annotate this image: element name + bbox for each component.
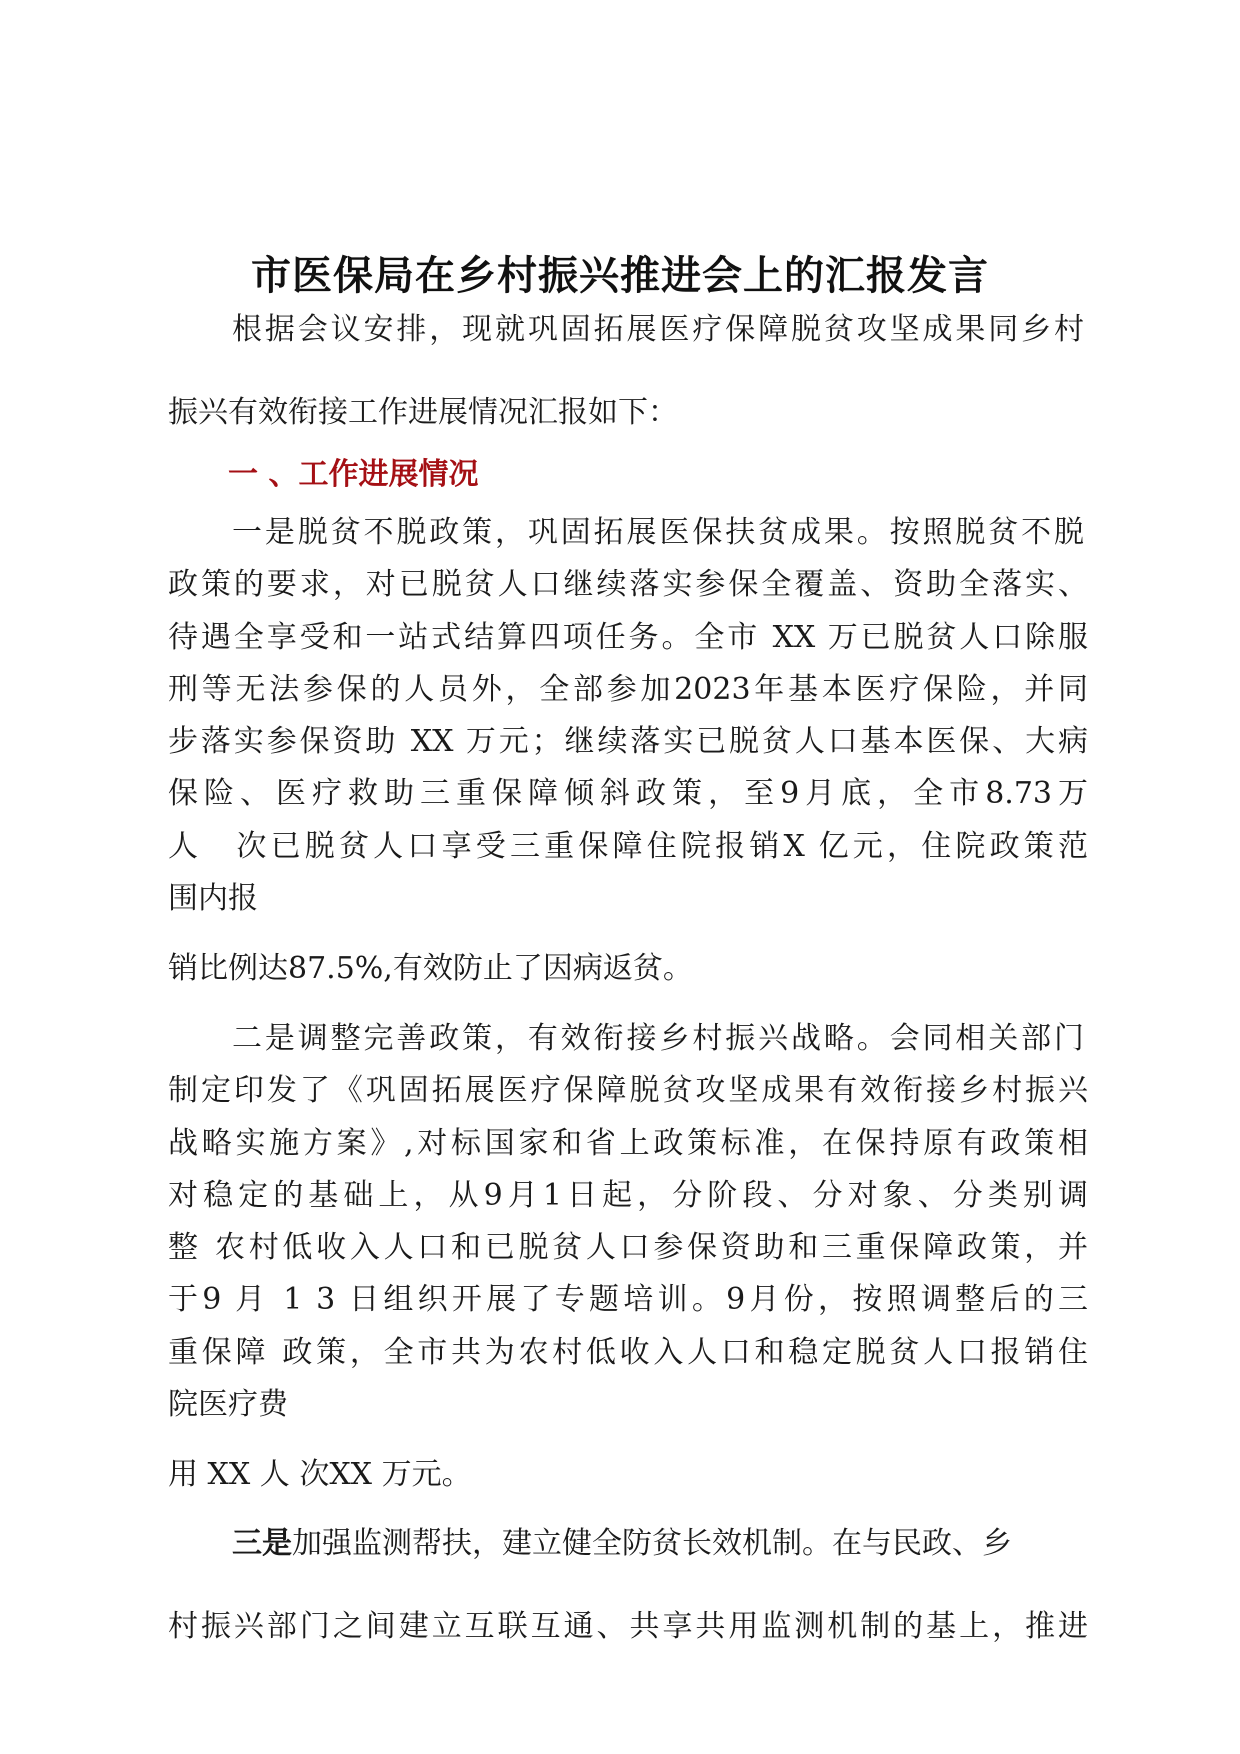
paragraph-line: 围内报 xyxy=(168,881,258,916)
document-title: 市医保局在乡村振兴推进会上的汇报发言 xyxy=(251,253,989,299)
section-heading: 一 、工作进展情况 xyxy=(228,457,479,492)
paragraph-lead: 三是 xyxy=(232,1526,292,1561)
paragraph-line: 于9 月 1 3 日组织开展了专题培训。9月份，按照调整后的三 xyxy=(168,1282,1088,1317)
paragraph-text: 一是脱贫不脱政策，巩固拓展医保扶贫成果。按照脱贫不脱 xyxy=(232,515,1084,550)
paragraph-line: 村振兴部门之间建立互联互通、共享共用监测机制的基上，推进 xyxy=(168,1609,1088,1644)
paragraph-line: 制定印发了《巩固拓展医疗保障脱贫攻坚成果有效衔接乡村振兴 xyxy=(168,1073,1088,1108)
intro-line: 振兴有效衔接工作进展情况汇报如下： xyxy=(168,395,678,430)
paragraph-line: 待遇全享受和一站式结算四项任务。全市 XX 万已脱贫人口除服 xyxy=(168,620,1088,655)
intro-line xyxy=(232,310,1084,350)
paragraph-line: 步落实参保资助 XX 万元；继续落实已脱贫人口基本医保、大病 xyxy=(168,724,1088,759)
paragraph-line: 院医疗费 xyxy=(168,1387,288,1422)
paragraph-line xyxy=(232,1019,1084,1059)
paragraph-line: 战略实施方案》,对标国家和省上政策标准，在保持原有政策相 xyxy=(168,1126,1088,1161)
paragraph-line: 销比例达87.5%,有效防止了因病返贫。 xyxy=(168,951,693,986)
paragraph-line: 用 XX 人 次XX 万元。 xyxy=(168,1457,472,1492)
paragraph-line xyxy=(232,1524,1012,1564)
paragraph-line: 刑等无法参保的人员外，全部参加2023年基本医疗保险，并同 xyxy=(168,672,1088,707)
paragraph-text: 加强监测帮扶，建立健全防贫长效机制。在与民政、乡 xyxy=(292,1526,1012,1561)
paragraph-line xyxy=(232,513,1084,553)
paragraph-line: 政策的要求，对已脱贫人口继续落实参保全覆盖、资助全落实、 xyxy=(168,567,1088,602)
paragraph-line: 对稳定的基础上，从9月1日起，分阶段、分对象、分类别调 xyxy=(168,1178,1088,1213)
paragraph-line: 保险、医疗救助三重保障倾斜政策，至9月底，全市8.73万 xyxy=(168,776,1088,811)
paragraph-text: 二是调整完善政策，有效衔接乡村振兴战略。会同相关部门 xyxy=(232,1021,1084,1056)
paragraph-line: 整 农村低收入人口和已脱贫人口参保资助和三重保障政策，并 xyxy=(168,1230,1088,1265)
paragraph-line: 重保障 政策，全市共为农村低收入人口和稳定脱贫人口报销住 xyxy=(168,1335,1088,1370)
intro-text: 根据会议安排，现就巩固拓展医疗保障脱贫攻坚成果同乡村 xyxy=(232,312,1084,347)
paragraph-line: 人 次已脱贫人口享受三重保障住院报销X 亿元，住院政策范 xyxy=(168,829,1088,864)
